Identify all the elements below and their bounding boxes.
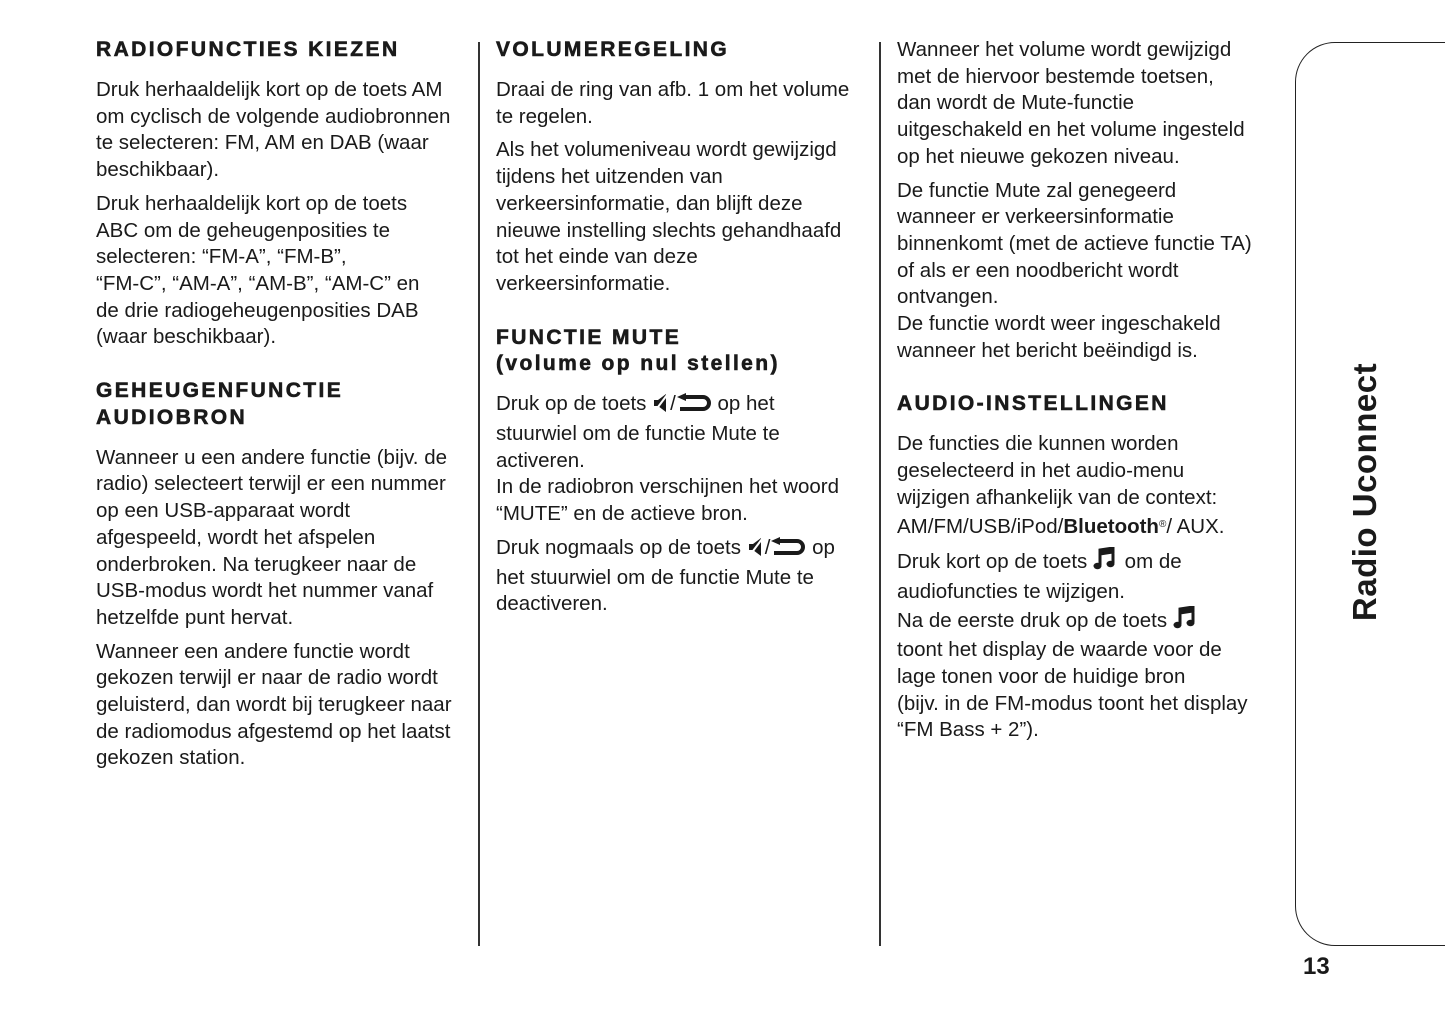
text-segment: op — [806, 535, 835, 559]
text-line: Wanneer een andere functie wordt — [96, 639, 410, 663]
column-divider — [478, 42, 480, 946]
heading-line: FUNCTIE MUTE — [496, 325, 682, 349]
paragraph — [96, 445, 471, 632]
section — [96, 37, 471, 351]
text-line: binnenkomt (met de actieve functie TA) — [897, 231, 1252, 255]
text-line: nieuwe instelling slechts gehandhaafd — [496, 218, 842, 242]
section-heading — [96, 37, 471, 64]
return-icon — [676, 393, 712, 421]
section-tab-label: Radio Uconnect — [1346, 362, 1383, 622]
text-line: De functies die kunnen worden — [897, 432, 1179, 456]
heading-line: GEHEUGENFUNCTIE — [96, 379, 344, 403]
paragraph — [96, 639, 471, 773]
music-note-icon — [1093, 547, 1119, 579]
section-heading — [496, 37, 871, 64]
column-2 — [496, 37, 871, 625]
text-line: De functie wordt weer ingeschakeld — [897, 312, 1221, 336]
text-line: Druk herhaaldelijk kort op de toets AM — [96, 78, 443, 101]
text-line: afgespeeld, wordt het afspelen — [96, 525, 376, 549]
music-note-icon — [1173, 606, 1199, 638]
text-line: In de radiobron verschijnen het woord — [496, 475, 840, 499]
paragraph — [96, 191, 471, 351]
text-line: Wanneer het volume wordt gewijzigd — [897, 38, 1232, 61]
text-line: USB-modus wordt het nummer vanaf — [96, 579, 434, 603]
text-line: “MUTE” en de actieve bron. — [496, 502, 748, 526]
column-divider — [879, 42, 881, 946]
text-line: gekozen station. — [96, 746, 246, 770]
text-line: geluisterd, dan wordt bij terugkeer naar — [96, 693, 452, 717]
text-segment: AM/FM/USB/iPod/ — [897, 514, 1064, 538]
text-line: radio) selecteert terwijl er een nummer — [96, 472, 446, 496]
text-line: de radiomodus afgestemd op het laatst — [96, 719, 451, 743]
text-line: “FM-C”, “AM-A”, “AM-B”, “AM-C” en — [96, 271, 420, 295]
paragraph — [496, 391, 871, 528]
text-line: Wanneer u een andere functie (bijv. de — [96, 445, 447, 469]
text-line: toont het display de waarde voor de — [897, 638, 1222, 662]
heading-line: AUDIO-INSTELLINGEN — [897, 392, 1169, 416]
return-icon — [770, 537, 806, 565]
text-line: wanneer het bericht beëindigd is. — [897, 338, 1198, 362]
text-segment: Druk kort op de toets — [897, 550, 1093, 574]
text-line: op een USB-apparaat wordt — [96, 499, 351, 523]
text-line: (waar beschikbaar). — [96, 325, 277, 349]
text-line — [897, 547, 1272, 579]
paragraph — [496, 535, 871, 618]
text-line: Druk herhaaldelijk kort op de toets — [96, 191, 408, 215]
heading-line: VOLUMEREGELING — [496, 38, 730, 61]
section-heading — [96, 378, 471, 431]
text-line: of als er een noodbericht wordt — [897, 258, 1179, 282]
text-line: gekozen terwijl er naar de radio wordt — [96, 666, 438, 690]
text-line: stuurwiel om de functie Mute te — [496, 422, 780, 446]
paragraph — [496, 137, 871, 297]
heading-line: AUDIOBRON — [96, 405, 248, 429]
text-line: selecteren: “FM-A”, “FM-B”, — [96, 245, 347, 269]
registered-mark: ® — [1158, 518, 1167, 530]
column-1 — [96, 37, 471, 779]
text-segment: / — [764, 535, 771, 559]
text-line: hetzelfde punt hervat. — [96, 605, 294, 629]
paragraph — [897, 547, 1272, 744]
heading-line: RADIOFUNCTIES KIEZEN — [96, 38, 400, 61]
section — [897, 37, 1272, 364]
bold-term: Bluetooth — [1063, 514, 1159, 538]
text-line: het stuurwiel om de functie Mute te — [496, 565, 814, 589]
text-line: dan wordt de Mute-functie — [897, 91, 1135, 115]
section-heading — [897, 391, 1272, 418]
text-line: De functie Mute zal genegeerd — [897, 178, 1177, 202]
text-segment: op het — [711, 392, 775, 416]
text-line: te regelen. — [496, 104, 593, 128]
column-3 — [897, 37, 1272, 751]
text-line: beschikbaar). — [96, 158, 220, 182]
text-line: ontvangen. — [897, 285, 999, 309]
text-line — [897, 512, 1272, 541]
mute-icon — [652, 393, 670, 421]
page-number: 13 — [1303, 953, 1330, 980]
text-line: ABC om de geheugenposities te — [96, 218, 391, 242]
text-segment: Druk op de toets — [496, 392, 653, 416]
paragraph — [897, 37, 1272, 171]
text-line: activeren. — [496, 448, 585, 472]
section-heading — [496, 325, 871, 378]
heading-line: (volume op nul stellen) — [496, 352, 780, 376]
text-line: tijdens het uitzenden van — [496, 165, 723, 189]
text-segment: / AUX. — [1166, 514, 1225, 538]
text-line: audiofuncties te wijzigen. — [897, 579, 1125, 603]
text-line: (bijv. in de FM-modus toont het display — [897, 691, 1248, 715]
text-line: met de hiervoor bestemde toetsen, — [897, 64, 1214, 88]
text-line: te selecteren: FM, AM en DAB (waar — [96, 131, 429, 155]
text-line: Als het volumeniveau wordt gewijzigd — [496, 138, 837, 162]
paragraph — [897, 178, 1272, 365]
text-line: tot het einde van deze — [496, 245, 698, 269]
section — [496, 37, 871, 298]
paragraph — [496, 77, 871, 130]
text-line: onderbroken. Na terugkeer naar de — [96, 552, 417, 576]
text-line: “FM Bass + 2”). — [897, 718, 1039, 742]
mute-icon — [747, 537, 765, 565]
text-line: deactiveren. — [496, 592, 608, 616]
text-line: uitgeschakeld en het volume ingesteld — [897, 118, 1245, 142]
section — [96, 378, 471, 772]
text-line — [496, 391, 871, 421]
text-line: op het nieuwe gekozen niveau. — [897, 144, 1180, 168]
text-segment: om de — [1118, 550, 1182, 574]
text-line: geselecteerd in het audio-menu — [897, 459, 1185, 483]
section — [496, 325, 871, 618]
text-segment: Na de eerste druk op de toets — [897, 608, 1173, 632]
text-line: lage tonen voor de huidige bron — [897, 665, 1186, 689]
text-line: wijzigen afhankelijk van de context: — [897, 485, 1218, 509]
section — [897, 391, 1272, 744]
text-line — [496, 535, 871, 565]
text-line: wanneer er verkeersinformatie — [897, 205, 1174, 229]
text-line: Draai de ring van afb. 1 om het volume — [496, 78, 850, 101]
text-line: om cyclisch de volgende audiobronnen — [96, 104, 451, 128]
paragraph — [96, 77, 471, 184]
text-segment: / — [670, 392, 676, 416]
text-segment: Druk nogmaals op de toets — [496, 535, 747, 559]
paragraph — [897, 431, 1272, 540]
text-line: verkeersinformatie. — [496, 271, 671, 295]
text-line: verkeersinformatie, dan blijft deze — [496, 191, 803, 215]
text-line: de drie radiogeheugenposities DAB — [96, 298, 419, 322]
text-line — [897, 606, 1272, 638]
